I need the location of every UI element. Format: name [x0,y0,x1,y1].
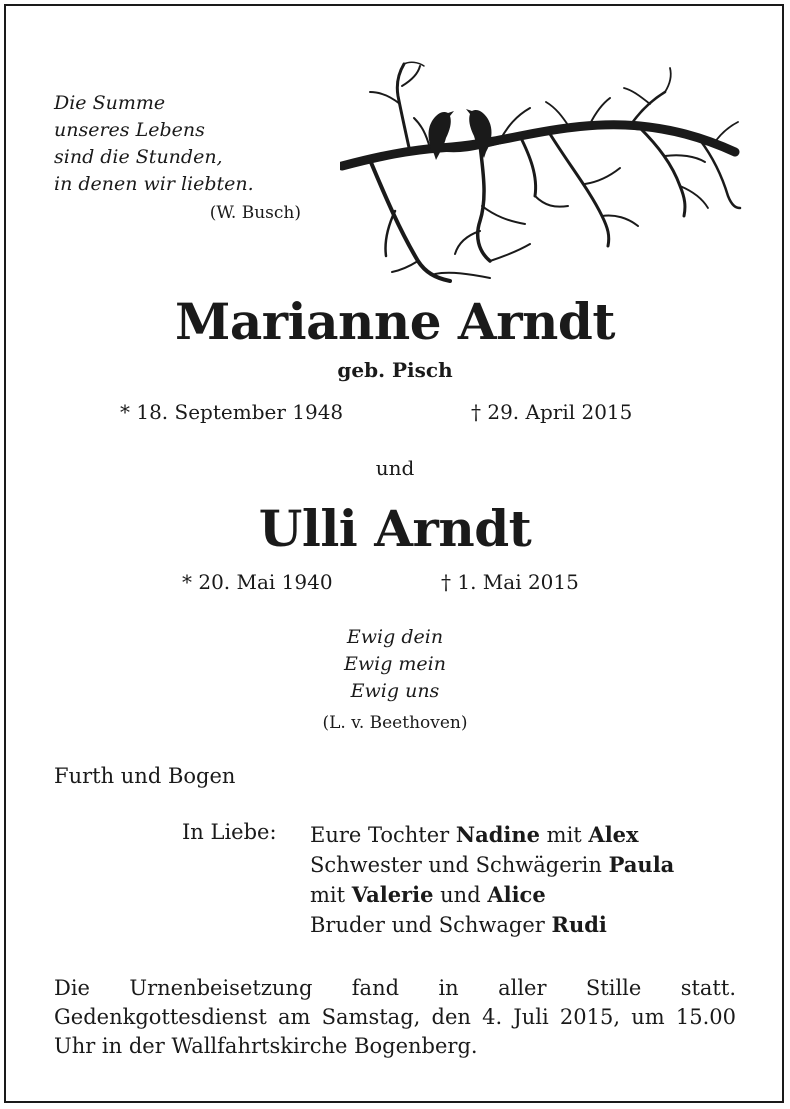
quote-line: sind die Stunden, [54,146,223,168]
quote-line: unseres Lebens [54,119,205,141]
quote-line: Die Summe [54,92,166,114]
death-date-2: † 1. Mai 2015 [441,570,579,594]
mourner-line: Schwester und Schwägerin Paula [310,852,675,877]
deceased-name-1: Marianne Arndt [175,292,615,351]
deceased-name-2: Ulli Arndt [258,499,532,558]
poem-line: Ewig dein [346,626,444,648]
birth-name-1: geb. Pisch [337,358,453,382]
funeral-notice: Die Urnenbeisetzung fand in aller Stille statt. Gedenkgottesdienst am Samstag, den 4. Juli 2015, um 15.00 Uhr in der Wallfahrtskirche Bogenberg. [54,976,736,1058]
mourners-list [310,820,674,940]
birth-date-2: * 20. Mai 1940 [182,570,333,594]
birth-date-1: * 18. September 1948 [120,400,344,424]
opening-quote [54,90,301,223]
mourner-line: Bruder und Schwager Rudi [310,912,607,937]
poem [0,624,790,705]
quote-source: (W. Busch) [209,203,301,223]
poem-line: Ewig mein [344,653,446,675]
death-date-1: † 29. April 2015 [471,400,633,424]
poem-line: Ewig uns [350,680,440,702]
quote-line: in denen wir liebten. [54,173,254,195]
poem-source: (L. v. Beethoven) [322,713,468,733]
mourner-line: Eure Tochter Nadine mit Alex [310,822,639,847]
branch-with-birds-illustration [340,56,742,286]
mourner-line: mit Valerie und Alice [310,882,546,907]
mourners-label: In Liebe: [182,820,277,844]
place: Furth und Bogen [54,764,236,788]
conjunction: und [375,456,415,480]
